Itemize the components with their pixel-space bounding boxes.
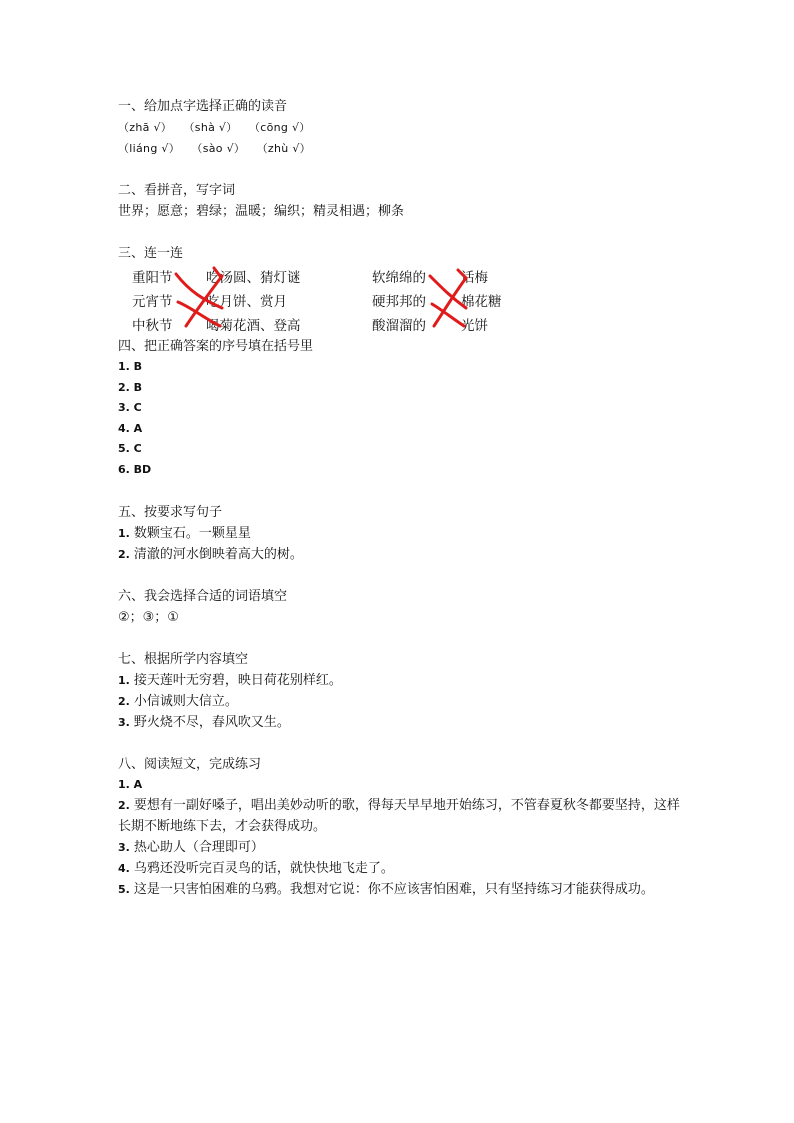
fill-answer: 2. 小信诚则大信立。 bbox=[118, 693, 238, 709]
match-left-item: 中秋节 bbox=[132, 318, 173, 334]
reading-answer: 4. 乌鸦还没听完百灵鸟的话，就快快地飞走了。 bbox=[118, 861, 394, 877]
match-left-item: 酸溜溜的 bbox=[372, 318, 426, 334]
section-1-row-2 bbox=[118, 138, 688, 159]
match-left-item: 重阳节 bbox=[132, 270, 173, 286]
section-7-heading: 七、根据所学内容填空 bbox=[118, 651, 249, 667]
pinyin-answer: （cōng √） bbox=[248, 121, 311, 134]
choice-answer: 5. C bbox=[118, 442, 142, 456]
pinyin-answer: （zhā √） bbox=[118, 121, 173, 134]
sentence-answer: 2. 清澈的河水倒映着高大的树。 bbox=[118, 546, 303, 562]
section-6-answer: ②；③；① bbox=[118, 609, 179, 625]
match-right-item: 吃月饼、赏月 bbox=[206, 294, 287, 310]
choice-answer: 1. B bbox=[118, 360, 143, 373]
section-2-heading: 二、看拼音，写字词 bbox=[118, 183, 236, 198]
fill-answer: 1. 接天莲叶无穷碧，映日荷花别样红。 bbox=[118, 672, 342, 688]
answer-sheet bbox=[118, 96, 688, 900]
pinyin-answer: （liáng √） bbox=[118, 142, 181, 155]
match-right-item: 话梅 bbox=[461, 270, 488, 286]
match-right-item: 棉花糖 bbox=[461, 294, 502, 310]
section-1-row-1 bbox=[118, 117, 688, 138]
match-right-item: 喝菊花酒、登高 bbox=[206, 318, 301, 334]
choice-answer: 2. B bbox=[118, 380, 143, 394]
section-6-heading: 六、我会选择合适的词语填空 bbox=[118, 588, 288, 604]
match-right-item: 吃汤圆、猜灯谜 bbox=[206, 270, 301, 286]
pinyin-answer: （zhù √） bbox=[256, 142, 311, 155]
section-2-answer: 世界；愿意；碧绿；温暖；编织；精灵相遇；柳条 bbox=[118, 204, 405, 219]
reading-answer: 5. 这是一只害怕困难的乌鸦。我想对它说：你不应该害怕困难，只有坚持练习才能获得成功。 bbox=[118, 882, 654, 898]
match-lines-group-1 bbox=[170, 264, 230, 336]
section-1-heading: 一、给加点字选择正确的读音 bbox=[118, 99, 288, 114]
choice-answer: 6. BD bbox=[118, 462, 152, 476]
pinyin-answer: （sào √） bbox=[191, 142, 246, 155]
reading-answer: 3. 热心助人（合理即可） bbox=[118, 840, 264, 856]
match-right-item: 光饼 bbox=[461, 318, 488, 334]
choice-answer: 4. A bbox=[118, 421, 143, 435]
section-4-heading: 四、把正确答案的序号填在括号里 bbox=[118, 339, 314, 354]
pinyin-answer: （shà √） bbox=[183, 121, 238, 134]
match-lines-group-2 bbox=[424, 264, 474, 336]
matching-exercise bbox=[118, 264, 688, 336]
section-8-heading: 八、阅读短文，完成练习 bbox=[118, 756, 262, 772]
match-left-item: 元宵节 bbox=[132, 294, 173, 310]
reading-answer: 1. A bbox=[118, 777, 143, 791]
reading-answer: 2. 要想有一副好嗓子，唱出美妙动听的歌，得每天早早地开始练习，不管春夏秋冬都要坚持，这样长期不断地练下去，才会获得成功。 bbox=[118, 798, 680, 835]
section-5-heading: 五、按要求写句子 bbox=[118, 504, 223, 520]
section-3-heading: 三、连一连 bbox=[118, 246, 184, 261]
fill-answer: 3. 野火烧不尽，春风吹又生。 bbox=[118, 714, 290, 730]
match-left-item: 硬邦邦的 bbox=[372, 294, 426, 310]
choice-answer: 3. C bbox=[118, 401, 142, 415]
match-left-item: 软绵绵的 bbox=[372, 270, 426, 286]
sentence-answer: 1. 数颗宝石。一颗星星 bbox=[118, 525, 251, 541]
